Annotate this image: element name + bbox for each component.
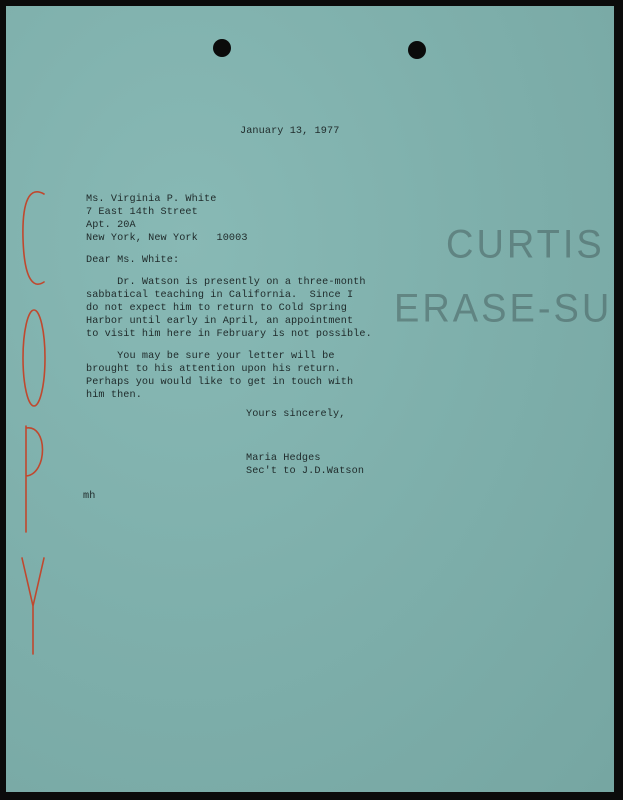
paper-watermark-brand: CURTIS	[446, 222, 605, 268]
recipient-city: New York, New York 10003	[86, 233, 248, 244]
body-line: Dr. Watson is presently on a three-month	[86, 277, 366, 288]
closing: Yours sincerely,	[246, 409, 346, 420]
body-line: You may be sure your letter will be	[86, 351, 335, 362]
recipient-apt: Apt. 20A	[86, 220, 136, 231]
copy-stamp	[18, 186, 50, 656]
body-line: do not expect him to return to Cold Spring	[86, 303, 347, 314]
body-line: Perhaps you would like to get in touch with	[86, 377, 354, 388]
body-line: to visit him here in February is not possible.	[86, 329, 372, 340]
salutation: Dear Ms. White:	[86, 255, 180, 266]
stamp-letter-o	[23, 310, 45, 406]
signature-name: Maria Hedges	[246, 453, 321, 464]
punch-hole-left	[213, 39, 231, 57]
letter-page	[6, 6, 614, 792]
punch-hole-right	[408, 41, 426, 59]
recipient-street: 7 East 14th Street	[86, 207, 198, 218]
body-line: brought to his attention upon his return.	[86, 364, 341, 375]
body-line: Harbor until early in April, an appointment	[86, 316, 354, 327]
stamp-letter-y	[22, 558, 44, 654]
typist-initials: mh	[83, 491, 96, 502]
signature-title: Sec't to J.D.Watson	[246, 466, 365, 477]
body-line: sabbatical teaching in California. Since I	[86, 290, 354, 301]
stamp-letter-c	[23, 192, 44, 284]
stamp-letter-p	[26, 426, 43, 532]
letter-date: January 13, 1977	[240, 126, 340, 137]
recipient-name: Ms. Virginia P. White	[86, 194, 217, 205]
body-line: him then.	[86, 390, 142, 401]
paper-watermark-product: ERASE-SU	[394, 286, 613, 332]
